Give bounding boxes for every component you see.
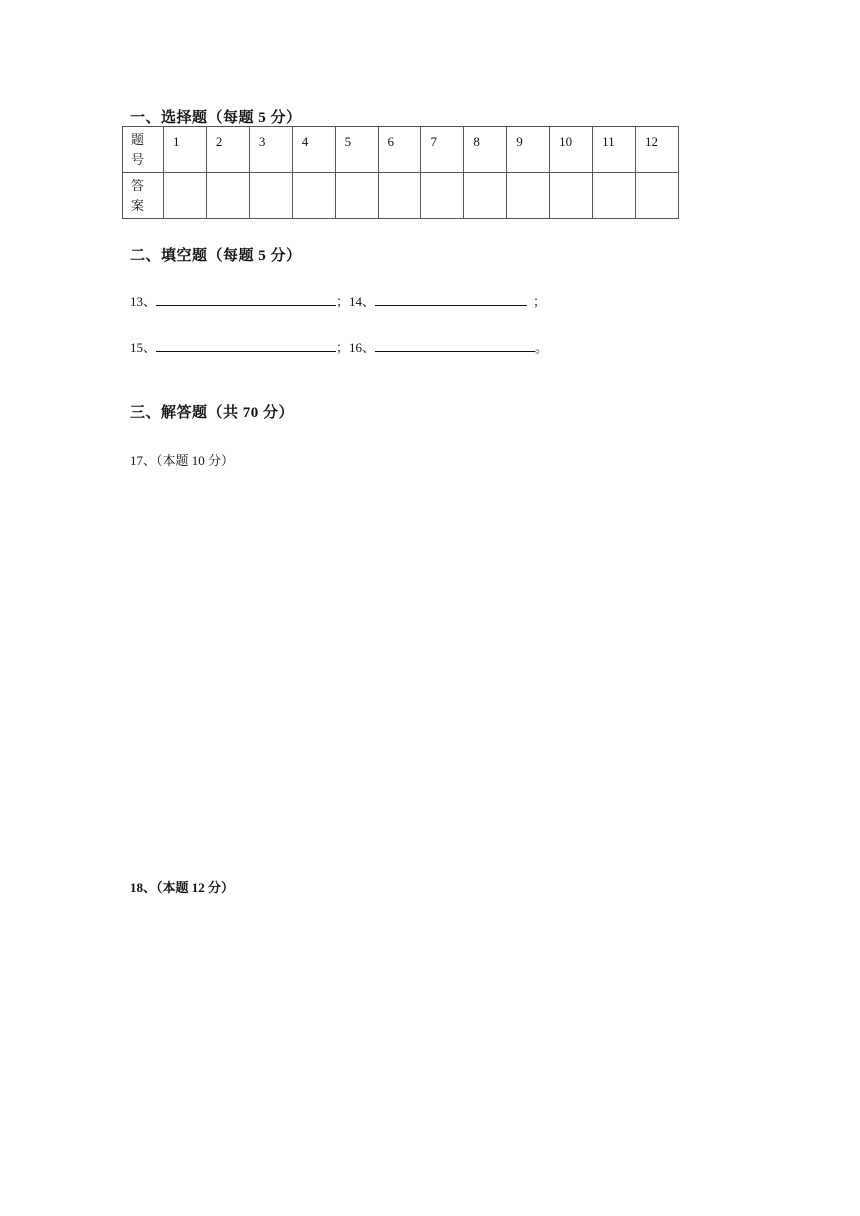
answer-cell[interactable]	[635, 173, 678, 219]
section1-heading: 一、选择题（每题 5 分）	[130, 110, 302, 126]
table-row-numbers	[123, 127, 679, 173]
question-number-cell: 4	[292, 127, 335, 173]
section2-heading: 二、填空题（每题 5 分）	[130, 248, 302, 264]
question-number-cell: 10	[550, 127, 593, 173]
answer-cell[interactable]	[335, 173, 378, 219]
fill-line-15-16	[130, 337, 548, 356]
line-end: ；	[533, 294, 547, 309]
answer-cell[interactable]	[464, 173, 507, 219]
answer-cell[interactable]	[378, 173, 421, 219]
question-number-cell: 8	[464, 127, 507, 173]
question-number-cell: 2	[206, 127, 249, 173]
answer-cell[interactable]	[550, 173, 593, 219]
answer-blank-13[interactable]	[156, 293, 336, 306]
question-number-cell: 9	[507, 127, 550, 173]
answer-cell[interactable]	[421, 173, 464, 219]
answer-blank-14[interactable]	[375, 293, 527, 306]
answer-cell[interactable]	[206, 173, 249, 219]
answer-cell[interactable]	[507, 173, 550, 219]
question-17-label	[130, 450, 234, 469]
answer-cell[interactable]	[249, 173, 292, 219]
answer-cell[interactable]	[164, 173, 207, 219]
question-15-label: 15、	[130, 340, 157, 355]
row-label-text: 答 案	[131, 178, 145, 213]
question-18-label	[130, 877, 234, 896]
question-number-cell: 7	[421, 127, 464, 173]
question-number-cell: 12	[635, 127, 678, 173]
question-17-text: 17、（本题 10 分）	[130, 453, 235, 468]
row-label-answer	[123, 173, 164, 219]
question-number-cell: 11	[593, 127, 636, 173]
question-16-label: 16、	[349, 340, 376, 355]
question-number-cell: 5	[335, 127, 378, 173]
row-label-number	[123, 127, 164, 173]
question-number-cell: 6	[378, 127, 421, 173]
separator: ；	[336, 294, 350, 309]
answer-blank-15[interactable]	[156, 339, 336, 352]
question-13-label: 13、	[130, 294, 157, 309]
answer-table	[122, 126, 679, 219]
table-row-answers	[123, 173, 679, 219]
fill-line-13-14	[130, 291, 546, 310]
answer-blank-16[interactable]	[375, 339, 535, 352]
row-label-text: 题 号	[131, 132, 145, 167]
section3-heading: 三、解答题（共 70 分）	[130, 405, 295, 421]
question-number-cell: 3	[249, 127, 292, 173]
line-end: 。	[535, 340, 549, 355]
separator: ；	[336, 340, 350, 355]
answer-cell[interactable]	[593, 173, 636, 219]
question-number-cell: 1	[164, 127, 207, 173]
answer-cell[interactable]	[292, 173, 335, 219]
question-14-label: 14、	[349, 294, 376, 309]
question-18-text: 18、（本题 12 分）	[130, 880, 235, 895]
